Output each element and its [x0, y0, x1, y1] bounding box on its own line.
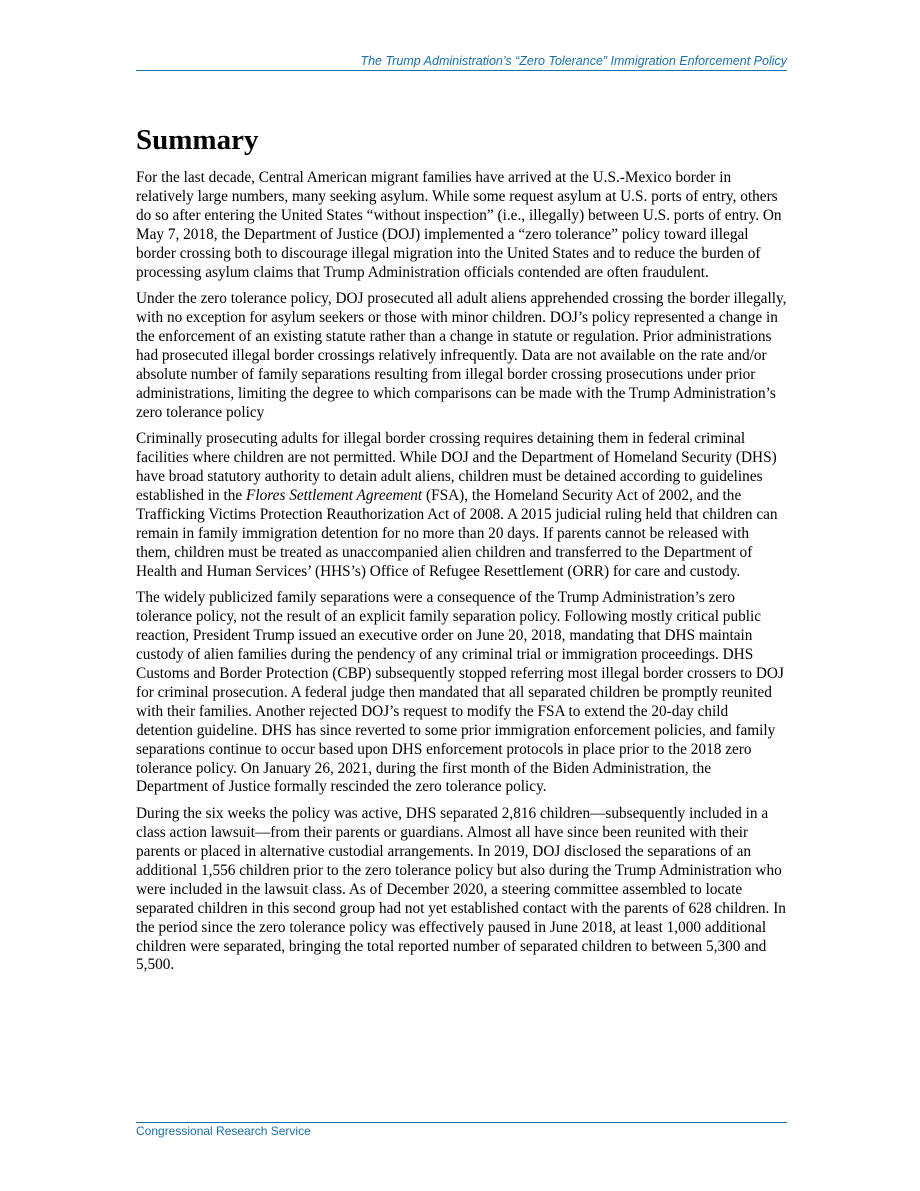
footer-publisher: Congressional Research Service	[136, 1124, 311, 1138]
paragraph-3	[136, 430, 787, 581]
paragraph-2: Under the zero tolerance policy, DOJ prosecuted all adult aliens apprehended crossing the border illegally, with no exception for asylum seekers or those with minor children. DOJ’s policy represented a change in the enforcement of an existing statute rather than a change in statute or regulation. Prior administrations had prosecuted illegal border crossings relatively infrequently. Data are not available on the rate and/or absolute number of family separations resulting from illegal border crossing prosecutions under prior administrations, limiting the degree to which comparisons can be made with the Trump Administration’s zero tolerance policy	[136, 290, 787, 421]
footer-rule	[136, 1122, 787, 1123]
header-rule	[136, 70, 787, 71]
paragraph-4: The widely publicized family separations were a consequence of the Trump Administration’s zero tolerance policy, not the result of an explicit family separation policy. Following mostly critical public reaction, President Trump issued an executive order on June 20, 2018, mandating that DHS maintain custody of alien families during the pendency of any criminal trial or immigration proceedings. DHS Customs and Border Protection (CBP) subsequently stopped referring most illegal border crossers to DOJ for criminal prosecution. A federal judge then mandated that all separated children be promptly reunited with their families. Another rejected DOJ’s request to modify the FSA to extend the 20-day child detention guideline. DHS has since reverted to some prior immigration enforcement policies, and family separations continue to occur based upon DHS enforcement protocols in place prior to the 2018 zero tolerance policy. On January 26, 2021, during the first month of the Biden Administration, the Department of Justice formally rescinded the zero tolerance policy.	[136, 589, 784, 796]
paragraph-3-text-start: Criminally prosecuting adults for illegal border crossing requires detaining them in federal criminal facilities where children are not permitted. While DOJ and the Department of Homeland Security (DHS) have broad statutory authority to detain adult aliens, children must be detained according to guidelines established in the	[136, 430, 777, 505]
paragraph-5: During the six weeks the policy was active, DHS separated 2,816 children—subsequently included in a class action lawsuit—from their parents or guardians. Almost all have since been reunited with their parents or placed in alternative custodial arrangements. In 2019, DOJ disclosed the separations of an additional 1,556 children prior to the zero tolerance policy but also during the Trump Administration who were included in the lawsuit class. As of December 2020, a steering committee assembled to locate separated children in this second group had not yet established contact with the parents of 628 children. In the period since the zero tolerance policy was effectively paused in June 2018, at least 1,000 additional children were separated, bringing the total reported number of separated children to between 5,300 and 5,500.	[136, 805, 786, 974]
section-heading: Summary	[136, 124, 259, 156]
flores-agreement-title: Flores Settlement Agreement	[246, 487, 423, 505]
paragraph-1: For the last decade, Central American migrant families have arrived at the U.S.-Mexico border in relatively large numbers, many seeking asylum. While some request asylum at U.S. ports of entry, others do so after entering the United States “without inspection” (i.e., illegally) between U.S. ports of entry. On May 7, 2018, the Department of Justice (DOJ) implemented a “zero tolerance” policy toward illegal border crossing both to discourage illegal migration into the United States and to reduce the burden of processing asylum claims that Trump Administration officials contended are often fraudulent.	[136, 169, 782, 281]
summary-body	[136, 169, 787, 983]
running-header-title: The Trump Administration’s “Zero Tolerance” Immigration Enforcement Policy	[360, 54, 787, 68]
paragraph-3-text-end: (FSA), the Homeland Security Act of 2002, and the Trafficking Victims Protection Reauthorization Act of 2008. A 2015 judicial ruling held that children can remain in family immigration detention for no more than 20 days. If parents cannot be released with them, children must be treated as unaccompanied alien children and transferred to the Department of Health and Human Services’ (HHS’s) Office of Refugee Resettlement (ORR) for care and custody.	[136, 487, 778, 580]
